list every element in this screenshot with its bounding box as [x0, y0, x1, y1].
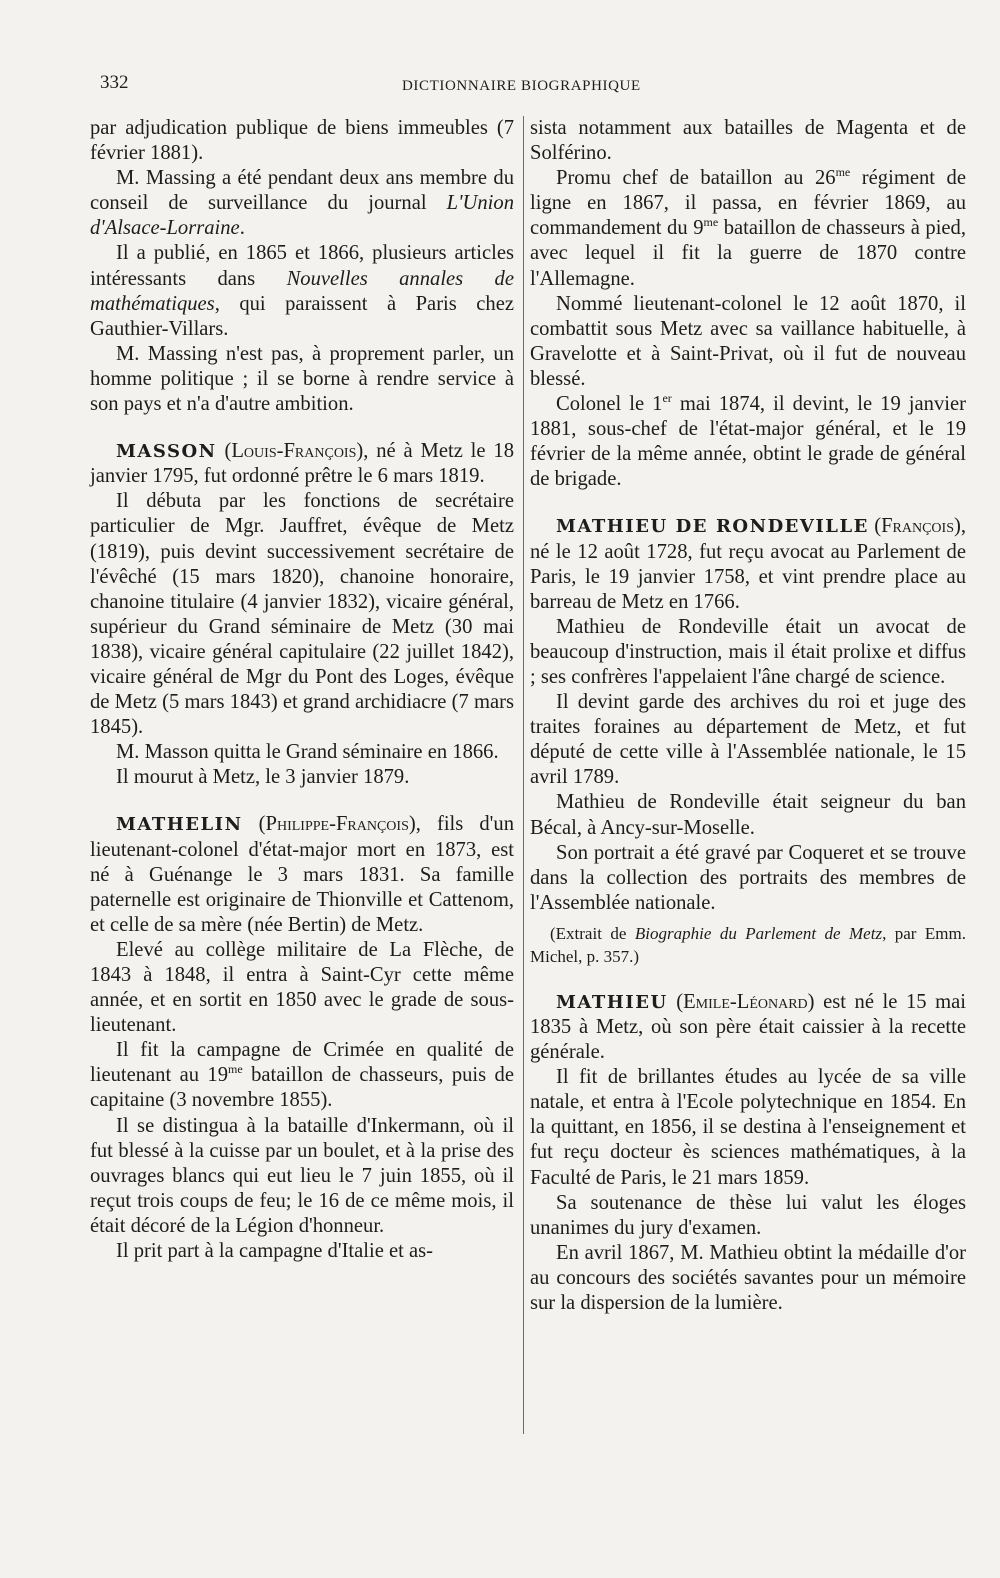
paragraph — [90, 166, 514, 241]
entry-heading: MATHIEU DE RONDEVILLE — [556, 516, 869, 538]
paragraph — [530, 166, 966, 291]
text: est né le 15 mai 1835 à Metz, où son père était caissier à la recette générale. — [530, 990, 966, 1064]
paragraph: Il prit part à la campagne d'Italie et as- — [116, 1240, 434, 1263]
paragraph: Il fit de brillantes études au lycée de sa ville natale, et entra à l'Ecole polytechnique en 1854. En la quittant, en 1856, il se destina à l'enseignement et fut reçu docteur ès sciences mathématiques, à la Faculté de Paris, le 21 mars 1859. — [530, 1066, 966, 1189]
entry-heading: MATHIEU — [556, 991, 668, 1013]
text: bataillon de chasseurs, puis de capitaine (3 novembre 1855). — [90, 1064, 514, 1112]
paragraph: Nommé lieutenant-colonel le 12 août 1870, il combattit sous Metz avec sa vaillance habituelle, à Gravelotte et à Saint-Privat, où il fut de nouveau blessé. — [530, 292, 966, 390]
entry-given-names: (Louis-François) — [224, 440, 364, 463]
source-note — [530, 922, 966, 968]
page-number: 332 — [100, 72, 129, 93]
text: Il fit la campagne de Crimée en qualité de lieutenant au 19 — [90, 1039, 514, 1087]
text: régiment de ligne en 1867, il passa, en février 1869, au commandement du 9 — [530, 167, 966, 240]
left-column — [90, 116, 514, 1264]
text: , né le 12 août 1728, fut reçu avocat au Parlement de Paris, le 19 janvier 1758, et vint prendre place au barreau de Metz en 1766. — [530, 515, 966, 613]
text: . — [239, 217, 245, 240]
text: (Extrait de — [550, 923, 635, 943]
paragraph: Mathieu de Rondeville était seigneur du ban Bécal, à Ancy-sur-Moselle. — [530, 791, 966, 839]
paragraph: Il devint garde des archives du roi et juge des traites foraines au département de Metz, et fut député de cette ville à l'Assemblée nationale, le 15 avril 1789. — [530, 691, 966, 789]
paragraph: M. Massing n'est pas, à proprement parler, un homme politique ; il se borne à rendre service à son pays et n'a d'autre ambition. — [90, 342, 514, 416]
text: Colonel le 1 — [556, 393, 663, 416]
superscript: me — [835, 165, 851, 180]
paragraph: Il mourut à Metz, le 3 janvier 1879. — [116, 766, 410, 789]
text: Il a publié, en 1865 et 1866, plusieurs articles intéressants dans — [90, 242, 514, 290]
entry-heading: MATHELIN — [116, 814, 243, 836]
running-head: DICTIONNAIRE BIOGRAPHIQUE — [402, 78, 641, 94]
paragraph — [90, 241, 514, 341]
entry-mathelin — [90, 812, 514, 937]
paragraph: Mathieu de Rondeville était un avocat de beaucoup d'instruction, mais il était prolixe et diffus ; ses confrères l'appelaient l'âne chargé de science. — [530, 615, 966, 688]
superscript: me — [703, 215, 719, 230]
text: , qui paraissent à Paris chez Gauthier-Villars. — [90, 292, 514, 340]
paragraph: Son portrait a été gravé par Coqueret et se trouve dans la collection des portraits des membres de l'Assemblée nationale. — [530, 841, 966, 914]
journal-title: Nouvelles annales de mathématiques — [90, 267, 514, 315]
entry-mathieu — [530, 990, 966, 1065]
paragraph: Il se distingua à la bataille d'Inkermann, où il fut blessé à la cuisse par un boulet, et à la prise des ouvrages blancs qui eut lieu le 7 juin 1855, où il reçut trois coups de feu; le 16 de ce même mois, il était décoré de la Légion d'honneur. — [90, 1114, 514, 1237]
paragraph: Elevé au collège militaire de La Flèche, de 1843 à 1848, il entra à Saint-Cyr cette même année, et en sortit en 1850 avec le grade de sous-lieutenant. — [90, 938, 514, 1037]
text: Promu chef de bataillon au 26 — [556, 167, 836, 190]
text: M. Massing a été pendant deux ans membre du conseil de surveillance du journal — [90, 167, 514, 215]
paragraph — [530, 392, 966, 492]
right-column — [530, 116, 966, 1316]
entry-given-names: (François) — [874, 515, 961, 538]
text: , né à Metz le 18 janvier 1795, fut ordonné prêtre le 6 mars 1819. — [90, 440, 514, 488]
text: bataillon de chasseurs à pied, avec lequel il fit la guerre de 1870 contre l'Allemagne. — [530, 217, 967, 290]
source-title: Biographie du Parlement de Metz — [634, 923, 883, 943]
paragraph: En avril 1867, M. Mathieu obtint la médaille d'or au concours des sociétés savantes pour un mémoire sur la dispersion de la lumière. — [530, 1241, 966, 1315]
entry-given-names: (Emile-Léonard) — [676, 990, 815, 1013]
paragraph: sista notamment aux batailles de Magenta et de Solférino. — [530, 117, 966, 165]
paragraph — [90, 1038, 514, 1113]
journal-title: L'Union d'Alsace-Lorraine — [90, 192, 514, 240]
entry-given-names: (Philippe-François) — [258, 813, 416, 836]
paragraph: M. Masson quitta le Grand séminaire en 1866. — [116, 741, 499, 764]
superscript: er — [662, 391, 672, 406]
superscript: me — [228, 1062, 243, 1077]
paragraph: Il débuta par les fonctions de secrétaire particulier de Mgr. Jauffret, évêque de Metz (1819), puis devint successivement secrétaire de l'évêché (15 mars 1820), chanoine honoraire, chanoine titulaire (4 janvier 1832), vicaire général, supérieur du Grand séminaire de Metz (30 mai 1838), vicaire général capitulaire (22 juillet 1842), vicaire général de Mgr du Pont des Loges, évêque de Metz (5 mars 1843) et grand archidiacre (7 mars 1845). — [90, 490, 514, 739]
entry-heading: MASSON — [116, 441, 217, 463]
text: mai 1874, il devint, le 19 janvier 1881, sous-chef de l'état-major général, et le 19 février de la même année, obtint le grade de général de brigade. — [530, 393, 966, 491]
entry-mathieu-de-rondeville — [530, 514, 966, 614]
entry-masson — [90, 439, 514, 489]
column-rule — [523, 116, 524, 1434]
paragraph: par adjudication publique de biens immeubles (7 février 1881). — [90, 117, 514, 165]
text: , par Emm. Michel, p. 357.) — [530, 923, 966, 966]
text: , fils d'un lieutenant-colonel d'état-major mort en 1873, est né à Guénange le 3 mars 1831. Sa famille paternelle est originaire de Thionville et Cattenom, et celle de sa mère (née Bertin) de Metz. — [90, 813, 514, 936]
paragraph: Sa soutenance de thèse lui valut les éloges unanimes du jury d'examen. — [530, 1191, 966, 1239]
